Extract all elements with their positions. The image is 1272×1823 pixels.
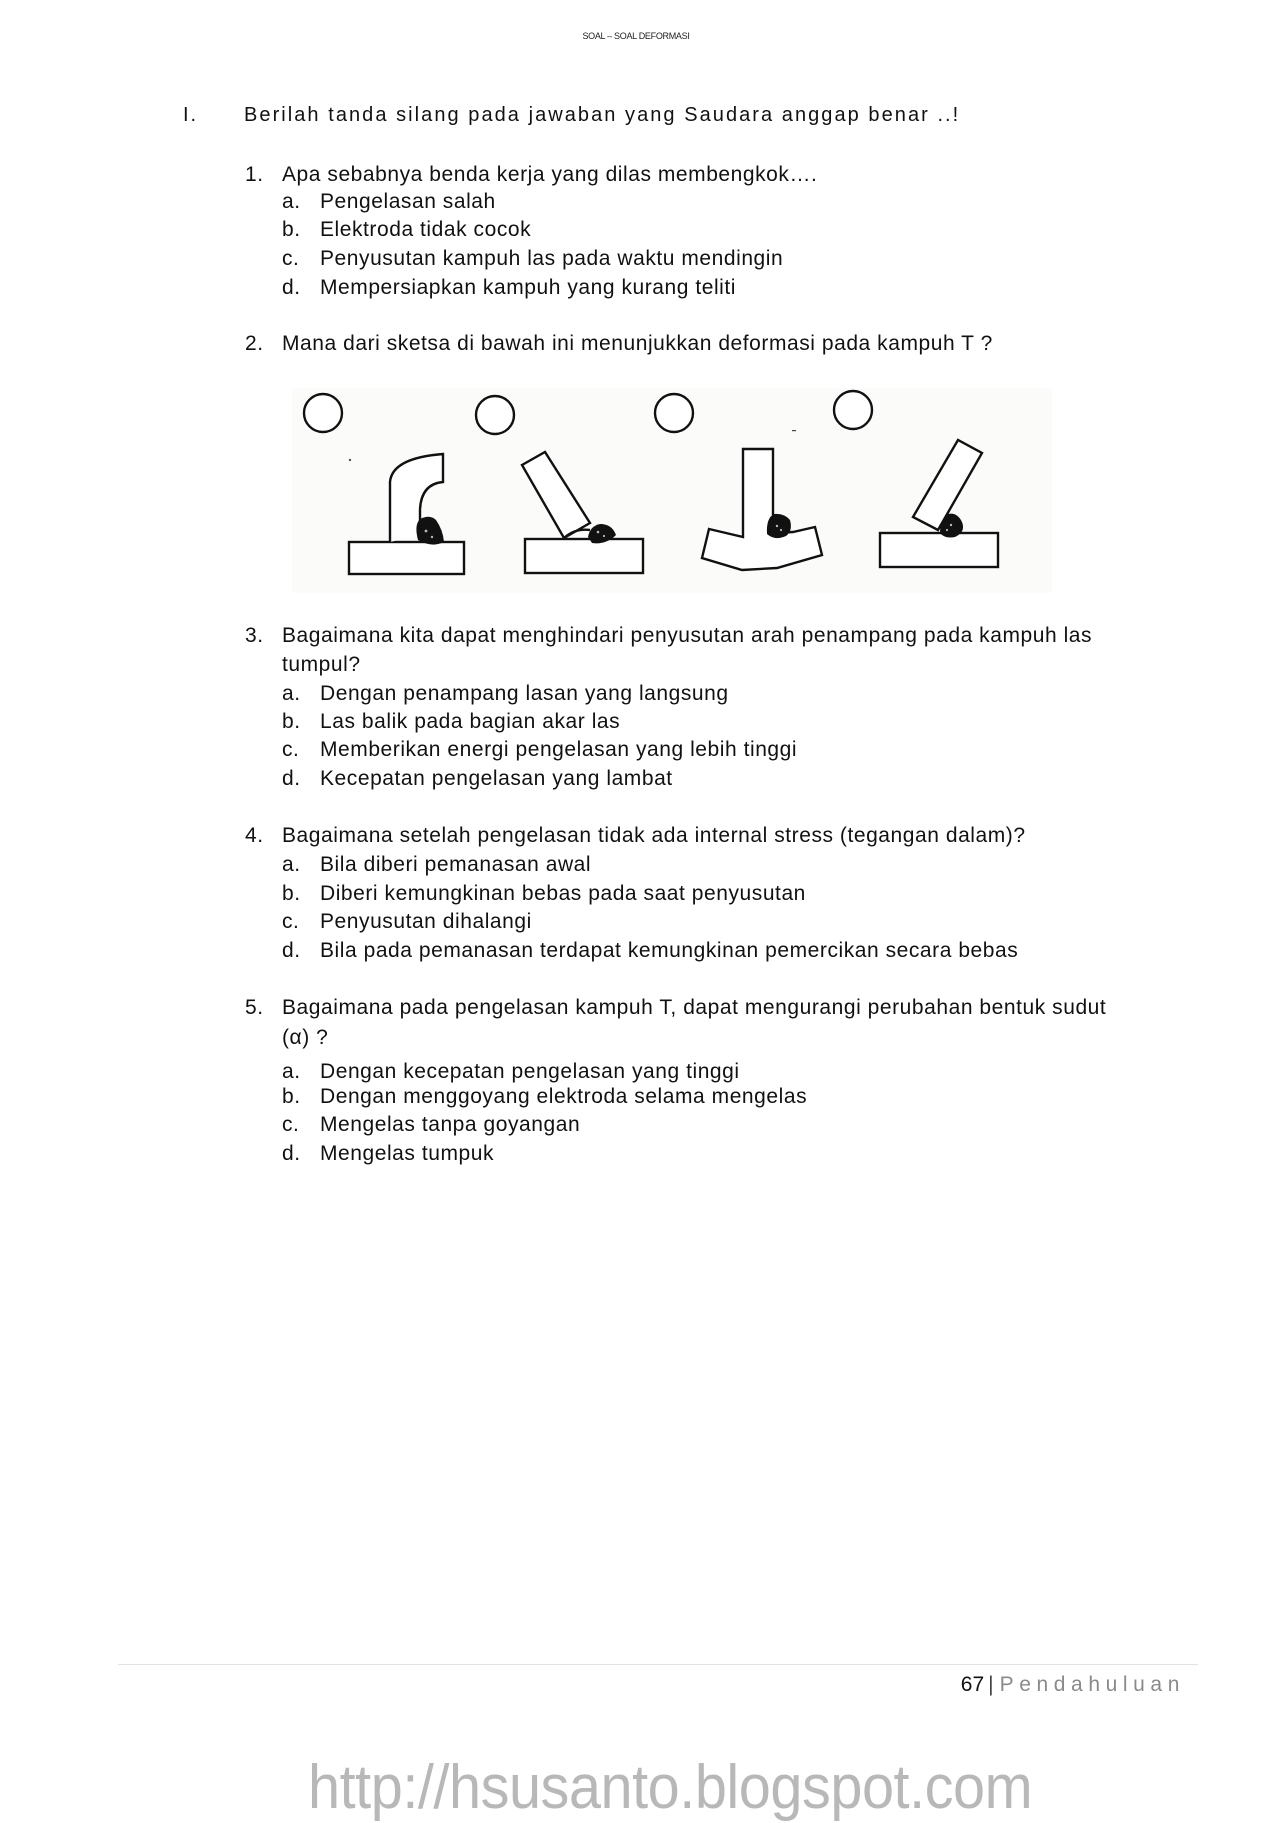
- question-number: 1.: [245, 163, 264, 186]
- answer-circle-d[interactable]: [834, 391, 872, 429]
- weld-deformation-figure: [280, 378, 1070, 598]
- running-header: SOAL – SOAL DEFORMASI: [582, 31, 690, 41]
- option-text[interactable]: Pengelasan salah: [320, 190, 496, 213]
- answer-circle-b[interactable]: [476, 396, 514, 434]
- question-text-continued: tumpul?: [282, 653, 361, 676]
- option-letter[interactable]: b.: [282, 1085, 301, 1108]
- option-text[interactable]: Dengan menggoyang elektroda selama mengelas: [320, 1085, 808, 1108]
- option-letter[interactable]: b.: [282, 218, 301, 241]
- question-number: 5.: [245, 996, 264, 1019]
- weld-bead: [767, 514, 791, 538]
- base-plate: [880, 533, 998, 567]
- option-text[interactable]: Diberi kemungkinan bebas pada saat penyusutan: [320, 882, 806, 905]
- option-text[interactable]: Las balik pada bagian akar las: [320, 710, 621, 733]
- option-text[interactable]: Mengelas tumpuk: [320, 1142, 495, 1165]
- option-text[interactable]: Elektroda tidak cocok: [320, 218, 532, 241]
- option-letter[interactable]: a.: [282, 190, 301, 213]
- base-plate: [349, 542, 464, 574]
- question-number: 3.: [245, 624, 264, 647]
- option-letter[interactable]: d.: [282, 939, 301, 962]
- option-letter[interactable]: c.: [282, 738, 300, 761]
- answer-circle-a[interactable]: [304, 394, 342, 432]
- footer-divider: [118, 1664, 1198, 1665]
- question-text-continued: (α) ?: [282, 1026, 329, 1049]
- option-text[interactable]: Bila pada pemanasan terdapat kemungkinan pemercikan secara bebas: [320, 939, 1019, 962]
- question-number: 2.: [245, 332, 264, 355]
- option-text[interactable]: Dengan penampang lasan yang langsung: [320, 682, 729, 705]
- option-letter[interactable]: b.: [282, 710, 301, 733]
- option-letter[interactable]: a.: [282, 682, 301, 705]
- option-letter[interactable]: b.: [282, 882, 301, 905]
- question-text: Bagaimana setelah pengelasan tidak ada internal stress (tegangan dalam)?: [282, 824, 1026, 847]
- question-text: Bagaimana kita dapat menghindari penyusutan arah penampang pada kampuh las: [282, 624, 1093, 647]
- answer-circle-c[interactable]: [655, 394, 693, 432]
- scan-speck: [792, 430, 796, 431]
- option-text[interactable]: Dengan kecepatan pengelasan yang tinggi: [320, 1060, 740, 1083]
- footer-separator: |: [988, 1673, 994, 1696]
- option-letter[interactable]: c.: [282, 1113, 300, 1136]
- option-letter[interactable]: a.: [282, 853, 301, 876]
- option-text[interactable]: Penyusutan kampuh las pada waktu mendingin: [320, 247, 784, 270]
- option-letter[interactable]: d.: [282, 1142, 301, 1165]
- scan-speck: [349, 459, 351, 461]
- question-text: Apa sebabnya benda kerja yang dilas membengkok….: [282, 163, 818, 186]
- option-text[interactable]: Penyusutan dihalangi: [320, 910, 532, 933]
- section-instruction: Berilah tanda silang pada jawaban yang Saudara anggap benar ..!: [244, 104, 961, 126]
- option-text[interactable]: Mempersiapkan kampuh yang kurang teliti: [320, 276, 736, 299]
- option-text[interactable]: Mengelas tanpa goyangan: [320, 1113, 581, 1136]
- option-letter[interactable]: d.: [282, 767, 301, 790]
- watermark-url: http://hsusanto.blogspot.com: [308, 1753, 1033, 1822]
- question-text: Bagaimana pada pengelasan kampuh T, dapat mengurangi perubahan bentuk sudut: [282, 996, 1107, 1019]
- option-letter[interactable]: a.: [282, 1060, 301, 1083]
- page-number: 67: [960, 1673, 985, 1696]
- option-letter[interactable]: c.: [282, 910, 300, 933]
- footer-section-name: Pendahuluan: [999, 1673, 1185, 1696]
- option-text[interactable]: Kecepatan pengelasan yang lambat: [320, 767, 673, 790]
- option-text[interactable]: Bila diberi pemanasan awal: [320, 853, 592, 876]
- question-number: 4.: [245, 824, 264, 847]
- page-footer: [961, 1673, 1185, 1697]
- option-letter[interactable]: c.: [282, 247, 300, 270]
- question-text: Mana dari sketsa di bawah ini menunjukkan deformasi pada kampuh T ?: [282, 332, 993, 355]
- option-text[interactable]: Memberikan energi pengelasan yang lebih tinggi: [320, 738, 798, 761]
- base-plate: [525, 539, 643, 573]
- option-letter[interactable]: d.: [282, 276, 301, 299]
- section-number: I.: [183, 104, 199, 126]
